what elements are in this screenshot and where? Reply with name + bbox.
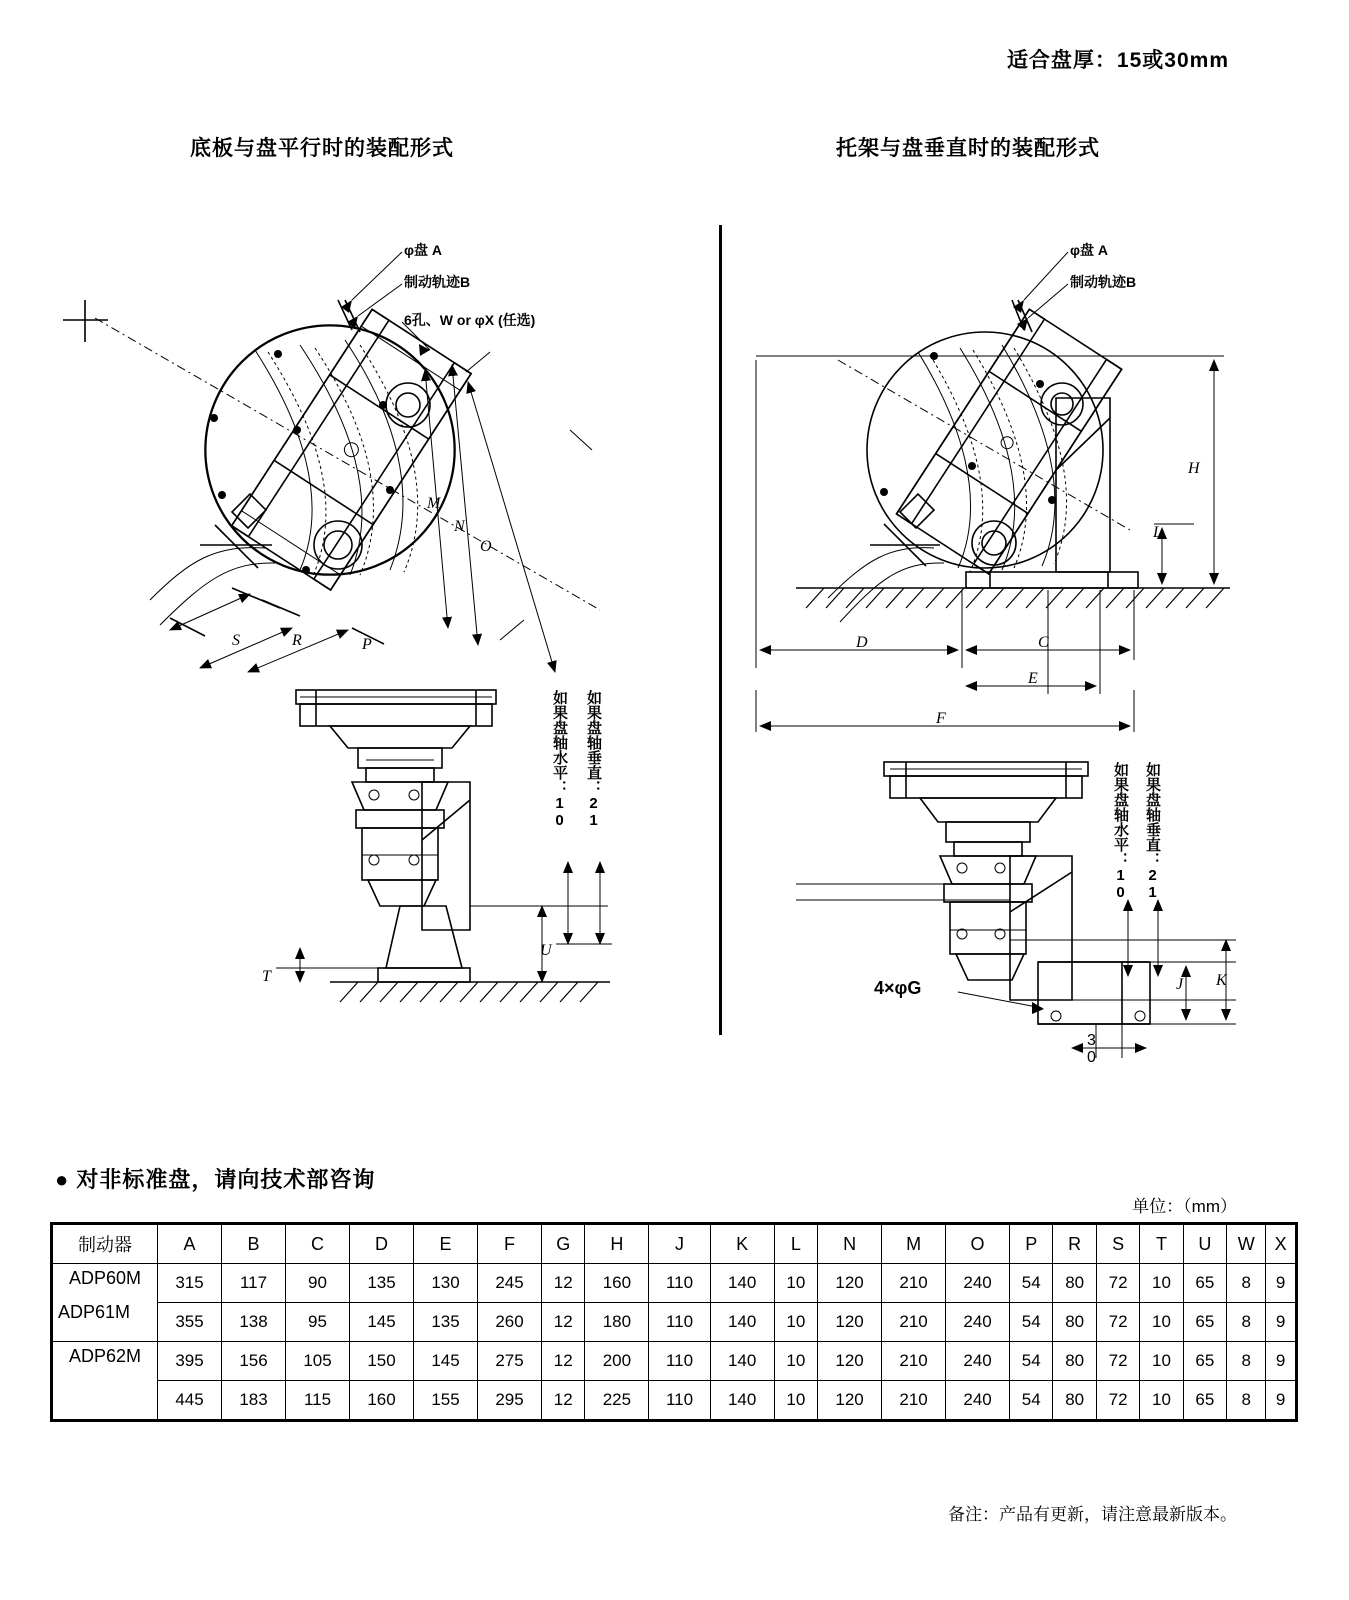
- th-X: X: [1266, 1224, 1297, 1264]
- th-W: W: [1227, 1224, 1266, 1264]
- unit-label: 单位：（mm）: [1132, 1197, 1237, 1216]
- cell: 145: [350, 1303, 414, 1342]
- cell: 10: [1140, 1342, 1183, 1381]
- cell: 295: [478, 1381, 542, 1421]
- cell: 54: [1010, 1303, 1053, 1342]
- cell: 140: [710, 1381, 774, 1421]
- cell: 80: [1053, 1342, 1096, 1381]
- th-A: A: [158, 1224, 222, 1264]
- right-dim-K: K: [1216, 972, 1227, 989]
- cell: 8: [1227, 1303, 1266, 1342]
- left-dim-S: S: [232, 632, 240, 649]
- th-M: M: [882, 1224, 946, 1264]
- cell: 10: [774, 1303, 817, 1342]
- th-J: J: [649, 1224, 710, 1264]
- model-label-adp62m: ADP62M: [52, 1342, 158, 1421]
- left-callout-holes: 6孔、W or φX (任选): [404, 312, 536, 328]
- cell: 240: [946, 1342, 1010, 1381]
- right-dim-J: J: [1176, 976, 1184, 993]
- left-dim-R: R: [292, 632, 302, 649]
- cell: 135: [414, 1303, 478, 1342]
- right-callout-holes: 4×φG: [874, 978, 922, 998]
- cell: 210: [882, 1303, 946, 1342]
- cell: 240: [946, 1264, 1010, 1303]
- cell: 110: [649, 1264, 710, 1303]
- cell: 10: [1140, 1264, 1183, 1303]
- cell: 65: [1183, 1303, 1226, 1342]
- cell: 130: [414, 1264, 478, 1303]
- cell: 156: [222, 1342, 286, 1381]
- right-dim-C: C: [1038, 634, 1049, 651]
- table-row: [52, 1342, 1297, 1381]
- cell: 120: [818, 1264, 882, 1303]
- cell: 145: [414, 1342, 478, 1381]
- cell: 200: [585, 1342, 649, 1381]
- cell: 10: [774, 1264, 817, 1303]
- left-dim-M: M: [427, 495, 441, 512]
- cell: 140: [710, 1264, 774, 1303]
- cell: 120: [818, 1381, 882, 1421]
- left-dim-O: O: [480, 538, 492, 555]
- th-H: H: [585, 1224, 649, 1264]
- left-note-vertical: 如果盘轴垂直：21: [585, 690, 602, 829]
- cell: 445: [158, 1381, 222, 1421]
- th-D: D: [350, 1224, 414, 1264]
- cell: 160: [585, 1264, 649, 1303]
- cell: 12: [542, 1342, 585, 1381]
- th-G: G: [542, 1224, 585, 1264]
- cell: 10: [774, 1342, 817, 1381]
- th-O: O: [946, 1224, 1010, 1264]
- th-K: K: [710, 1224, 774, 1264]
- cell: 9: [1266, 1342, 1297, 1381]
- cell: 8: [1227, 1381, 1266, 1421]
- cell: 90: [286, 1264, 350, 1303]
- cell: 72: [1096, 1303, 1139, 1342]
- th-C: C: [286, 1224, 350, 1264]
- cell: 65: [1183, 1342, 1226, 1381]
- left-callout-disc: φ盘 A: [404, 242, 443, 258]
- cell: 355: [158, 1303, 222, 1342]
- cell: 80: [1053, 1264, 1096, 1303]
- left-dim-P: P: [362, 636, 372, 653]
- cell: 110: [649, 1303, 710, 1342]
- cell: 138: [222, 1303, 286, 1342]
- nonstandard-disc-note: ● 对非标准盘，请向技术部咨询: [55, 1167, 376, 1192]
- table-row: [52, 1381, 1297, 1421]
- cell: 210: [882, 1342, 946, 1381]
- cell: 8: [1227, 1342, 1266, 1381]
- model-label-adp61m: ADP61M: [58, 1302, 131, 1322]
- th-model: 制动器: [52, 1224, 158, 1264]
- cell: 135: [350, 1264, 414, 1303]
- cell: 210: [882, 1264, 946, 1303]
- disc-thickness-note: 适合盘厚：15或30mm: [1006, 49, 1229, 72]
- right-dim-D: D: [856, 634, 868, 651]
- cell: 65: [1183, 1381, 1226, 1421]
- cell: 210: [882, 1381, 946, 1421]
- footnote: 备注：产品有更新，请注意最新版本。: [948, 1505, 1237, 1524]
- th-L: L: [774, 1224, 817, 1264]
- cell: 150: [350, 1342, 414, 1381]
- cell: 80: [1053, 1303, 1096, 1342]
- cell: 54: [1010, 1381, 1053, 1421]
- th-T: T: [1140, 1224, 1183, 1264]
- cell: 12: [542, 1303, 585, 1342]
- model-label-adp60m: ADP60M: [52, 1264, 158, 1342]
- cell: 54: [1010, 1342, 1053, 1381]
- th-U: U: [1183, 1224, 1226, 1264]
- cell: 240: [946, 1381, 1010, 1421]
- th-R: R: [1053, 1224, 1096, 1264]
- dimension-table-wrapper: [50, 1222, 1298, 1422]
- cell: 72: [1096, 1342, 1139, 1381]
- cell: 120: [818, 1342, 882, 1381]
- cell: 395: [158, 1342, 222, 1381]
- cell: 72: [1096, 1264, 1139, 1303]
- cell: 54: [1010, 1264, 1053, 1303]
- cell: 140: [710, 1342, 774, 1381]
- cell: 120: [818, 1303, 882, 1342]
- cell: 183: [222, 1381, 286, 1421]
- cell: 9: [1266, 1381, 1297, 1421]
- cell: 240: [946, 1303, 1010, 1342]
- cell: 80: [1053, 1381, 1096, 1421]
- th-F: F: [478, 1224, 542, 1264]
- cell: 12: [542, 1381, 585, 1421]
- right-note-vertical: 如果盘轴垂直：21: [1144, 762, 1161, 901]
- table-header-row: [52, 1224, 1297, 1264]
- cell: 117: [222, 1264, 286, 1303]
- cell: 225: [585, 1381, 649, 1421]
- cell: 10: [1140, 1303, 1183, 1342]
- cell: 180: [585, 1303, 649, 1342]
- right-dim-E: E: [1028, 670, 1038, 687]
- cell: 65: [1183, 1264, 1226, 1303]
- left-dim-N: N: [454, 518, 465, 535]
- cell: 155: [414, 1381, 478, 1421]
- cell: 160: [350, 1381, 414, 1421]
- left-dim-T: T: [262, 968, 271, 985]
- cell: 105: [286, 1342, 350, 1381]
- right-dim-L: L: [1153, 524, 1162, 541]
- right-callout-disc: φ盘 A: [1070, 242, 1109, 258]
- cell: 115: [286, 1381, 350, 1421]
- th-E: E: [414, 1224, 478, 1264]
- cell: 245: [478, 1264, 542, 1303]
- cell: 260: [478, 1303, 542, 1342]
- right-dim-H: H: [1188, 460, 1200, 477]
- cell: 9: [1266, 1264, 1297, 1303]
- th-S: S: [1096, 1224, 1139, 1264]
- cell: 10: [774, 1381, 817, 1421]
- th-N: N: [818, 1224, 882, 1264]
- table-row: [52, 1303, 1297, 1342]
- cell: 72: [1096, 1381, 1139, 1421]
- right-diagram-title: 托架与盘垂直时的装配形式: [836, 137, 1100, 160]
- cell: 9: [1266, 1303, 1297, 1342]
- th-P: P: [1010, 1224, 1053, 1264]
- cell: 315: [158, 1264, 222, 1303]
- cell: 275: [478, 1342, 542, 1381]
- table-row: [52, 1264, 1297, 1303]
- cell: 12: [542, 1264, 585, 1303]
- cell: 140: [710, 1303, 774, 1342]
- left-diagram-title: 底板与盘平行时的装配形式: [190, 137, 454, 160]
- cell: 10: [1140, 1381, 1183, 1421]
- dimension-table: [50, 1222, 1298, 1422]
- left-callout-brake-track: 制动轨迹B: [404, 274, 471, 290]
- left-note-horizontal: 如果盘轴水平：10: [551, 690, 568, 829]
- cell: 110: [649, 1381, 710, 1421]
- right-callout-offset: 30: [1083, 1032, 1100, 1066]
- cell: 110: [649, 1342, 710, 1381]
- right-callout-brake-track: 制动轨迹B: [1070, 274, 1137, 290]
- left-dim-U: U: [540, 942, 552, 959]
- right-note-horizontal: 如果盘轴水平：10: [1112, 762, 1129, 901]
- cell: 8: [1227, 1264, 1266, 1303]
- cell: 95: [286, 1303, 350, 1342]
- right-dim-F: F: [936, 710, 946, 727]
- th-B: B: [222, 1224, 286, 1264]
